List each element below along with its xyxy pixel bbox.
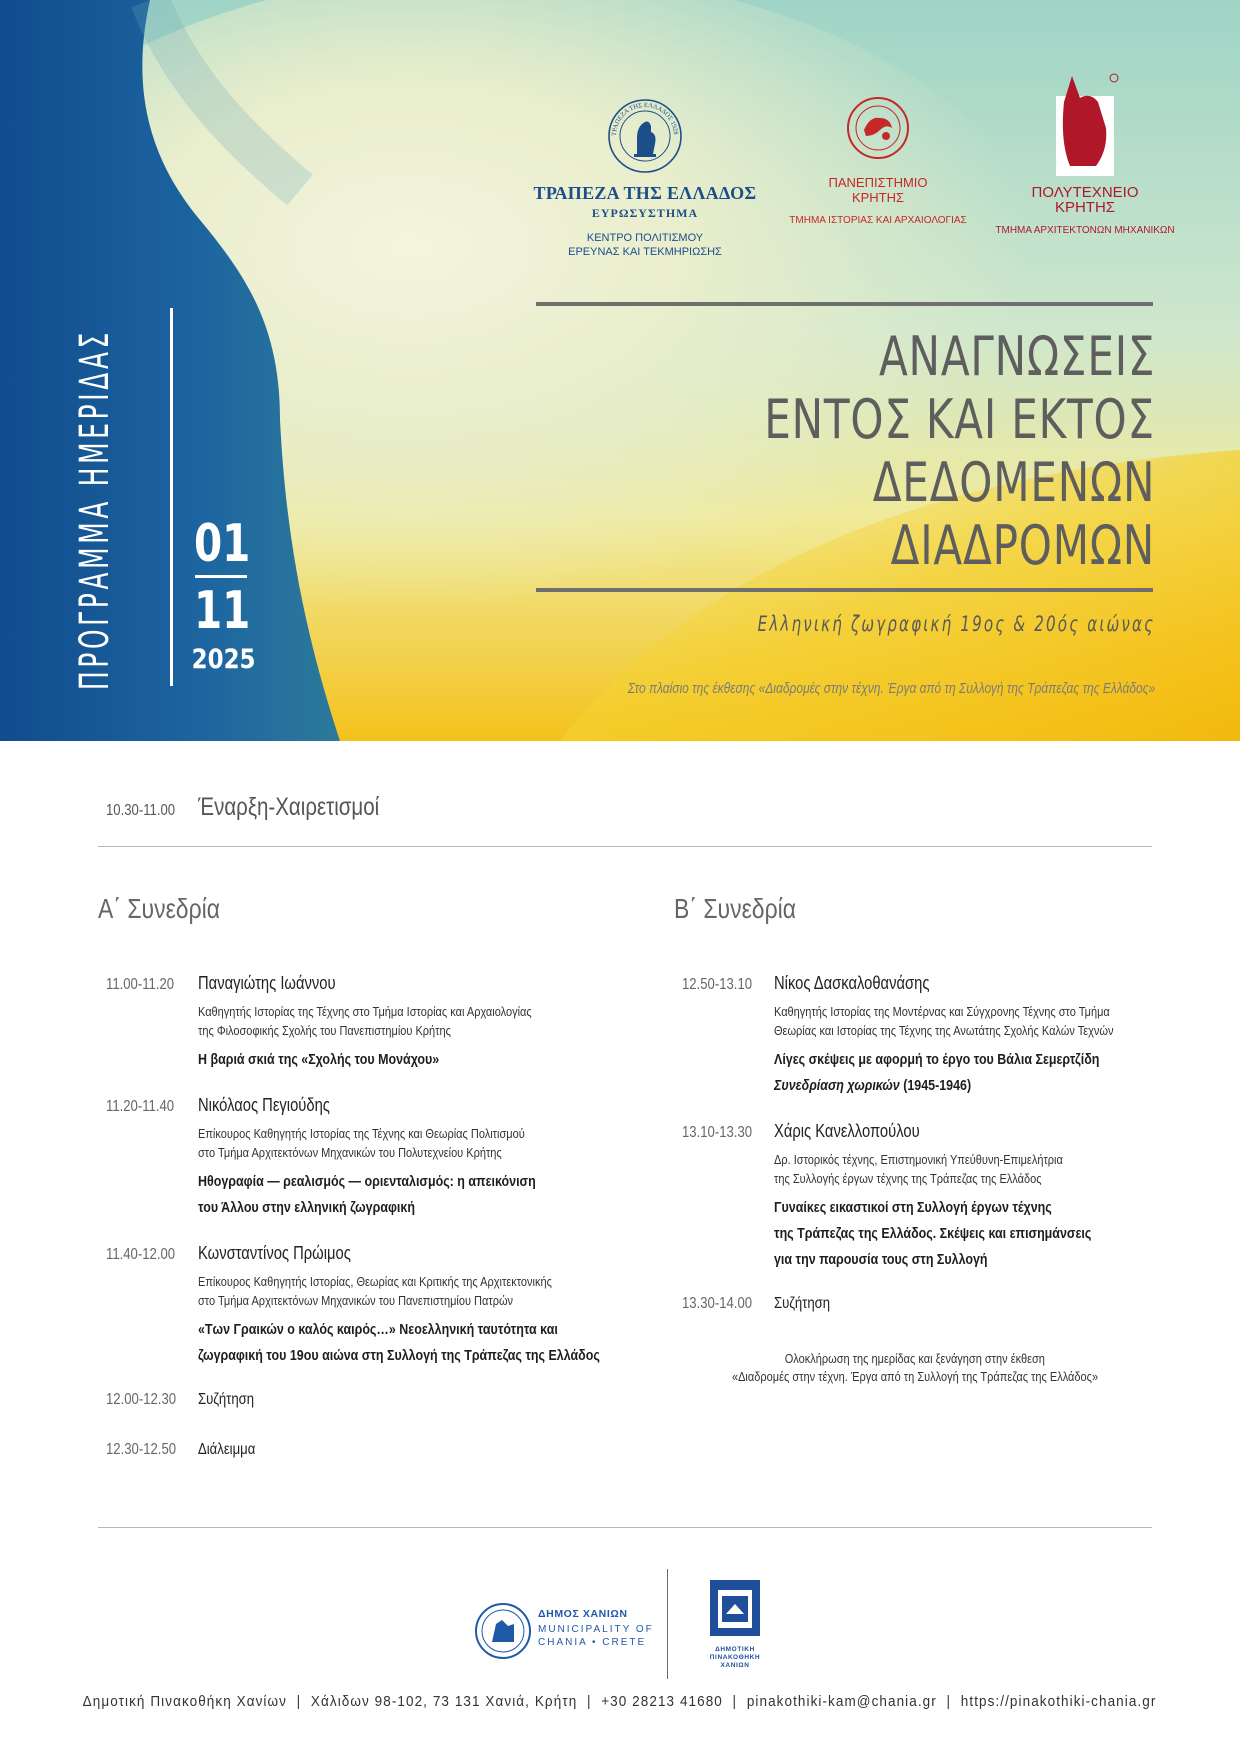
- break-item: [106, 1441, 666, 1471]
- item-time: 11.20-11.40: [106, 1098, 175, 1115]
- talk-title: Η βαριά σκιά της «Σχολής του Μονάχου»: [198, 1052, 440, 1068]
- programme-vertical-title: ΠΡΟΓΡΑΜΜΑ ΗΜΕΡΙΔΑΣ: [72, 328, 118, 690]
- session-a-column: [106, 973, 666, 1491]
- item-time: 12.30-12.50: [106, 1441, 177, 1458]
- item-label: Διάλειμμα: [198, 1441, 256, 1458]
- talk-title: Γυναίκες εικαστικοί στη Συλλογή έργων τέχνης της Τράπεζας της Ελλάδος. Σκέψεις και επισημάνσεις για την παρουσία τους στη Συλλογή: [774, 1200, 1092, 1268]
- event-title-line: ΑΝΑΓΝΩΣΕΙΣ: [878, 325, 1155, 388]
- programme-item: [106, 973, 666, 1073]
- technical-university-icon: [1050, 72, 1120, 176]
- university-of-crete-logo: [788, 96, 968, 226]
- item-time: 11.40-12.00: [106, 1246, 176, 1263]
- contact-address: Χάλιδων 98-102, 73 131 Χανιά, Κρήτη: [311, 1693, 578, 1710]
- speaker-name: Νικόλαος Πεγιούδης: [198, 1095, 330, 1115]
- contact-phone[interactable]: +30 28213 41680: [601, 1693, 724, 1710]
- speaker-affiliation: Δρ. Ιστορικός τέχνης, Επιστημονική Υπεύθυνη-Επιμελήτρια της Συλλογής έργων τέχνης της Τράπεζας της Ελλάδος: [774, 1153, 1063, 1186]
- speaker-name: Νίκος Δασκαλοθανάσης: [774, 973, 930, 993]
- talk-title: Λίγες σκέψεις με αφορμή το έργο του Βάλια Σεμερτζίδη Συνεδρίαση χωρικών (1945-1946): [774, 1052, 1100, 1094]
- university-name-line: ΚΡΗΤΗΣ: [851, 190, 905, 205]
- technical-university-name-line: ΠΟΛΥΤΕΧΝΕΙΟ: [1031, 184, 1139, 201]
- opening-time: 10.30-11.00: [106, 802, 176, 819]
- event-subtitle: Ελληνική ζωγραφική 19ος & 20ός αιώνας: [757, 612, 1155, 636]
- municipality-name-en: MUNICIPALITY OF: [538, 1624, 654, 1635]
- municipality-name: ΔΗΜΟΣ ΧΑΝΙΩΝ: [538, 1608, 628, 1620]
- programme-item: [106, 1095, 666, 1221]
- university-name: [788, 175, 968, 205]
- technical-university-name-line: ΚΡΗΤΗΣ: [1054, 199, 1116, 216]
- programme-item: [682, 973, 1240, 1099]
- closing-line: «Διαδρομές στην τέχνη. Έργα από τη Συλλογή της Τράπεζας της Ελλάδος»: [731, 1370, 1099, 1384]
- item-time: 12.50-13.10: [682, 976, 753, 993]
- municipality-of-chania-logo: [474, 1598, 674, 1666]
- bank-of-greece-logo: [530, 98, 760, 259]
- footer-logo-separator: [667, 1569, 668, 1679]
- contact-email-link[interactable]: pinakothiki-kam@chania.gr: [747, 1693, 938, 1710]
- gallery-name: ΔΗΜΟΤΙΚΗ ΠΙΝΑΚΟΘΗΚΗ ΧΑΝΙΩΝ: [709, 1646, 761, 1669]
- university-seal-icon: [846, 96, 910, 160]
- vertical-divider: [170, 308, 173, 686]
- discussion-item: [682, 1295, 1240, 1325]
- item-label: Συζήτηση: [774, 1295, 831, 1312]
- session-b-title: Β΄ Συνεδρία: [674, 893, 797, 924]
- technical-university-name: [990, 185, 1180, 215]
- footer-divider: [98, 1527, 1152, 1528]
- municipality-location: CHANIA • CRETE: [538, 1637, 647, 1648]
- artwork-year: (1945-1946): [903, 1078, 972, 1094]
- event-title-line: ΔΙΑΔΡΟΜΩΝ: [890, 514, 1155, 577]
- municipality-seal-icon: [474, 1602, 532, 1660]
- item-time: 13.10-13.30: [682, 1124, 753, 1141]
- gallery-building-icon: [708, 1578, 762, 1638]
- university-name-line: ΠΑΝΕΠΙΣΤΗΜΙΟ: [828, 175, 928, 190]
- opening-divider: [98, 846, 1152, 847]
- event-date: [186, 515, 256, 675]
- session-b-column: [682, 973, 1240, 1345]
- item-time: 11.00-11.20: [106, 976, 175, 993]
- session-a-title: Α΄ Συνεδρία: [98, 893, 221, 924]
- contact-bar: Δημοτική Πινακοθήκη Χανίων | Χάλιδων 98-102, 73 131 Χανιά, Κρήτη | +30 28213 41680 | pinakothiki-kam@chania.gr | https://pinakothiki-chania.gr: [83, 1693, 1157, 1710]
- event-title-line: ΕΝΤΟΣ ΚΑΙ ΕΚΤΟΣ: [764, 388, 1155, 451]
- contact-website-link[interactable]: https://pinakothiki-chania.gr: [961, 1693, 1157, 1710]
- programme-item: [682, 1121, 1240, 1273]
- speaker-name: Κωνσταντίνος Πρώιμος: [198, 1243, 351, 1263]
- gallery-contact-name: Δημοτική Πινακοθήκη Χανίων: [83, 1693, 288, 1710]
- event-title-line: ΔΕΔΟΜΕΝΩΝ: [872, 451, 1155, 514]
- technical-university-department: ΤΜΗΜΑ ΑΡΧΙΤΕΚΤΟΝΩΝ ΜΗΧΑΝΙΚΩΝ: [995, 225, 1175, 236]
- programme-item: [106, 1243, 666, 1369]
- speaker-affiliation: Επίκουρος Καθηγητής Ιστορίας της Τέχνης και Θεωρίας Πολιτισμού στο Τμήμα Αρχιτεκτόνων Μηχανικών του Πολυτεχνείου Κρήτης: [198, 1127, 525, 1160]
- speaker-name: Χάρις Κανελλοπούλου: [774, 1121, 920, 1141]
- talk-title: Ηθογραφία — ρεαλισμός — οριενταλισμός: η απεικόνιση του Άλλου στην ελληνική ζωγραφική: [198, 1174, 536, 1216]
- closing-note: [680, 1350, 1150, 1386]
- bank-department: [530, 231, 760, 259]
- talk-title: «Των Γραικών ο καλός καιρός…» Νεοελληνική ταυτότητα και ζωγραφική του 19ου αιώνα στη Συλλογή της Τράπεζας της Ελλάδος: [198, 1322, 600, 1364]
- item-time: 12.00-12.30: [106, 1391, 177, 1408]
- bank-seal-icon: [607, 98, 683, 174]
- discussion-item: [106, 1391, 666, 1421]
- date-month: 11: [193, 581, 251, 641]
- date-day: 01: [193, 514, 251, 574]
- bank-department-line: ΕΡΕΥΝΑΣ ΚΑΙ ΤΕΚΜΗΡΙΩΣΗΣ: [568, 246, 722, 258]
- opening-item: [106, 793, 419, 822]
- opening-label: Έναρξη-Χαιρετισμοί: [198, 793, 380, 821]
- item-label: Συζήτηση: [198, 1391, 255, 1408]
- speaker-affiliation: Επίκουρος Καθηγητής Ιστορίας, Θεωρίας και Κριτικής της Αρχιτεκτονικής στο Τμήμα Αρχιτεκτόνων Μηχανικών του Πανεπιστημίου Πατρών: [198, 1275, 552, 1308]
- technical-university-logo: [990, 72, 1180, 236]
- item-time: 13.30-14.00: [682, 1295, 753, 1312]
- speaker-affiliation: Καθηγητής Ιστορίας της Τέχνης στο Τμήμα Ιστορίας και Αρχαιολογίας της Φιλοσοφικής Σχολής του Πανεπιστημίου Κρήτης: [198, 1005, 532, 1038]
- date-divider: [195, 575, 247, 578]
- university-department: ΤΜΗΜΑ ΙΣΤΟΡΙΑΣ ΚΑΙ ΑΡΧΑΙΟΛΟΓΙΑΣ: [789, 215, 967, 226]
- artwork-title: Συνεδρίαση χωρικών: [774, 1078, 900, 1094]
- bank-name: ΤΡΑΠΕΖΑ ΤΗΣ ΕΛΛΑΔΟΣ: [533, 183, 757, 203]
- speaker-affiliation: Καθηγητής Ιστορίας της Μοντέρνας και Σύγχρονης Τέχνης στο Τμήμα Θεωρίας και Ιστορίας της Τέχνης της Ανωτάτης Σχολής Καλών Τεχνών: [774, 1005, 1114, 1038]
- title-bottom-rule: [536, 588, 1153, 592]
- speaker-name: Παναγιώτης Ιωάννου: [198, 973, 336, 993]
- bank-subtitle: ΕΥΡΩΣΥΣΤΗΜΑ: [591, 206, 699, 220]
- hero-banner: [0, 0, 1240, 741]
- title-top-rule: [536, 302, 1153, 306]
- svg-text:ΤΡΑΠΕΖΑ ΤΗΣ ΕΛΛΑΔΟΣ 1928: ΤΡΑΠΕΖΑ ΤΗΣ ΕΛΛΑΔΟΣ 1928: [610, 101, 679, 137]
- date-year: 2025: [191, 644, 256, 675]
- event-title: [560, 325, 1155, 577]
- bank-department-line: ΚΕΝΤΡΟ ΠΟΛΙΤΙΣΜΟΥ: [586, 232, 704, 244]
- municipal-gallery-logo: [706, 1578, 764, 1670]
- exhibition-context: Στο πλαίσιο της έκθεσης «Διαδρομές στην τέχνη. Έργα από τη Συλλογή της Τράπεζας της Ελλάδος»: [627, 680, 1155, 697]
- closing-line: Ολοκλήρωση της ημερίδας και ξενάγηση στην έκθεση: [784, 1352, 1046, 1366]
